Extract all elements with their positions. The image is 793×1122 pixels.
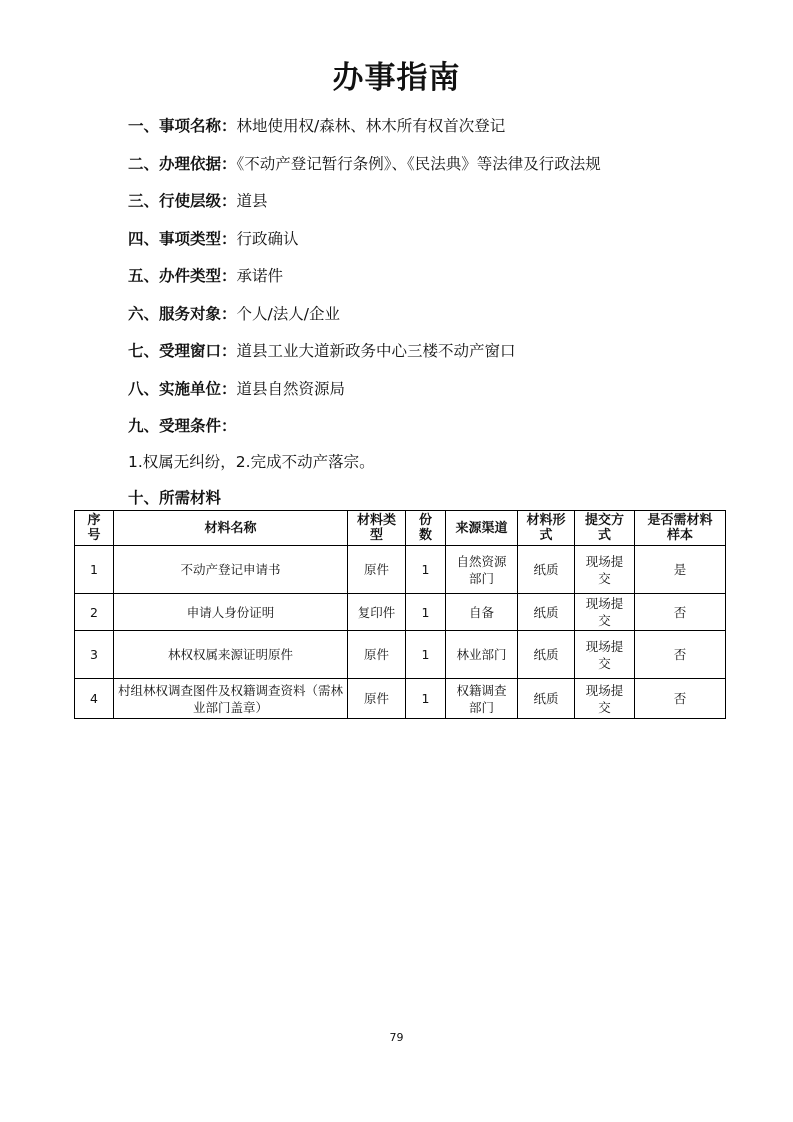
cell-sample: 否 bbox=[635, 679, 726, 719]
cell-name: 申请人身份证明 bbox=[114, 594, 348, 631]
header-type: 材料类 型 bbox=[348, 511, 406, 546]
cell-name: 不动产登记申请书 bbox=[114, 546, 348, 594]
item-value: 行政确认 bbox=[236, 229, 299, 248]
cell-form: 纸质 bbox=[518, 546, 575, 594]
page-number: 79 bbox=[389, 1031, 404, 1044]
cell-copies: 1 bbox=[406, 546, 446, 594]
header-source: 来源渠道 bbox=[446, 511, 518, 546]
item-key: 三、行使层级： bbox=[128, 192, 237, 210]
cell-source: 林业部门 bbox=[446, 631, 518, 679]
materials-table bbox=[74, 510, 726, 719]
cell-copies: 1 bbox=[406, 679, 446, 719]
table-row bbox=[75, 631, 726, 679]
cell-copies: 1 bbox=[406, 631, 446, 679]
item-key: 九、受理条件： bbox=[128, 417, 237, 435]
table-row bbox=[75, 594, 726, 631]
item-value: 《不动产登记暂行条例》、《民法典》等法律及行政法规 bbox=[236, 154, 601, 173]
item-key: 四、事项类型： bbox=[128, 229, 237, 248]
cell-form: 纸质 bbox=[518, 679, 575, 719]
cell-type: 复印件 bbox=[348, 594, 406, 631]
cell-submit: 现场提 交 bbox=[575, 594, 635, 631]
item-service-target bbox=[128, 300, 748, 338]
cell-sample: 否 bbox=[635, 594, 726, 631]
conditions-text: 1.权属无纠纷，2.完成不动产落宗。 bbox=[128, 453, 375, 471]
item-key: 七、受理窗口： bbox=[128, 342, 237, 360]
cell-source: 自然资源 部门 bbox=[446, 546, 518, 594]
table-row bbox=[75, 679, 726, 719]
item-key: 八、实施单位： bbox=[128, 379, 237, 398]
page-title: 办事指南 bbox=[332, 60, 461, 96]
cell-submit: 现场提 交 bbox=[575, 679, 635, 719]
item-type bbox=[128, 225, 748, 263]
cell-no: 4 bbox=[75, 679, 114, 719]
table-row bbox=[75, 546, 726, 594]
cell-source: 自备 bbox=[446, 594, 518, 631]
cell-copies: 1 bbox=[406, 594, 446, 631]
cell-no: 3 bbox=[75, 631, 114, 679]
header-submit: 提交方 式 bbox=[575, 511, 635, 546]
cell-name: 村组林权调查图件及权籍调查资料（需林 业部门盖章） bbox=[114, 679, 348, 719]
cell-sample: 否 bbox=[635, 631, 726, 679]
item-value: 个人/法人/企业 bbox=[236, 304, 340, 323]
cell-form: 纸质 bbox=[518, 594, 575, 631]
item-value: 道县 bbox=[236, 192, 268, 210]
cell-no: 2 bbox=[75, 594, 114, 631]
cell-form: 纸质 bbox=[518, 631, 575, 679]
cell-name: 林权权属来源证明原件 bbox=[114, 631, 348, 679]
cell-submit: 现场提 交 bbox=[575, 546, 635, 594]
cell-type: 原件 bbox=[348, 631, 406, 679]
item-value: 承诺件 bbox=[236, 267, 284, 285]
cell-sample: 是 bbox=[635, 546, 726, 594]
cell-submit: 现场提 交 bbox=[575, 631, 635, 679]
item-window bbox=[128, 337, 748, 375]
header-sample: 是否需材料 样本 bbox=[635, 511, 726, 546]
header-no: 序 号 bbox=[75, 511, 114, 546]
item-basis bbox=[128, 150, 748, 188]
item-case-type bbox=[128, 262, 748, 300]
cell-type: 原件 bbox=[348, 679, 406, 719]
item-value: 道县工业大道新政务中心三楼不动产窗口 bbox=[236, 342, 516, 360]
item-value: 林地使用权/森林、林木所有权首次登记 bbox=[236, 117, 506, 135]
header-name: 材料名称 bbox=[114, 511, 348, 546]
header-form: 材料形 式 bbox=[518, 511, 575, 546]
materials-heading: 十、所需材料 bbox=[128, 489, 222, 507]
item-name bbox=[128, 112, 748, 150]
cell-type: 原件 bbox=[348, 546, 406, 594]
item-value: 道县自然资源局 bbox=[236, 379, 346, 398]
item-key: 一、事项名称： bbox=[128, 117, 237, 135]
item-conditions bbox=[128, 412, 748, 450]
item-key: 二、办理依据： bbox=[128, 154, 237, 173]
guide-items bbox=[128, 112, 748, 450]
item-unit bbox=[128, 375, 748, 413]
item-key: 六、服务对象： bbox=[128, 304, 237, 323]
item-key: 五、办件类型： bbox=[128, 267, 237, 285]
header-copies: 份 数 bbox=[406, 511, 446, 546]
item-level bbox=[128, 187, 748, 225]
cell-no: 1 bbox=[75, 546, 114, 594]
table-header-row bbox=[75, 511, 726, 546]
cell-source: 权籍调查 部门 bbox=[446, 679, 518, 719]
